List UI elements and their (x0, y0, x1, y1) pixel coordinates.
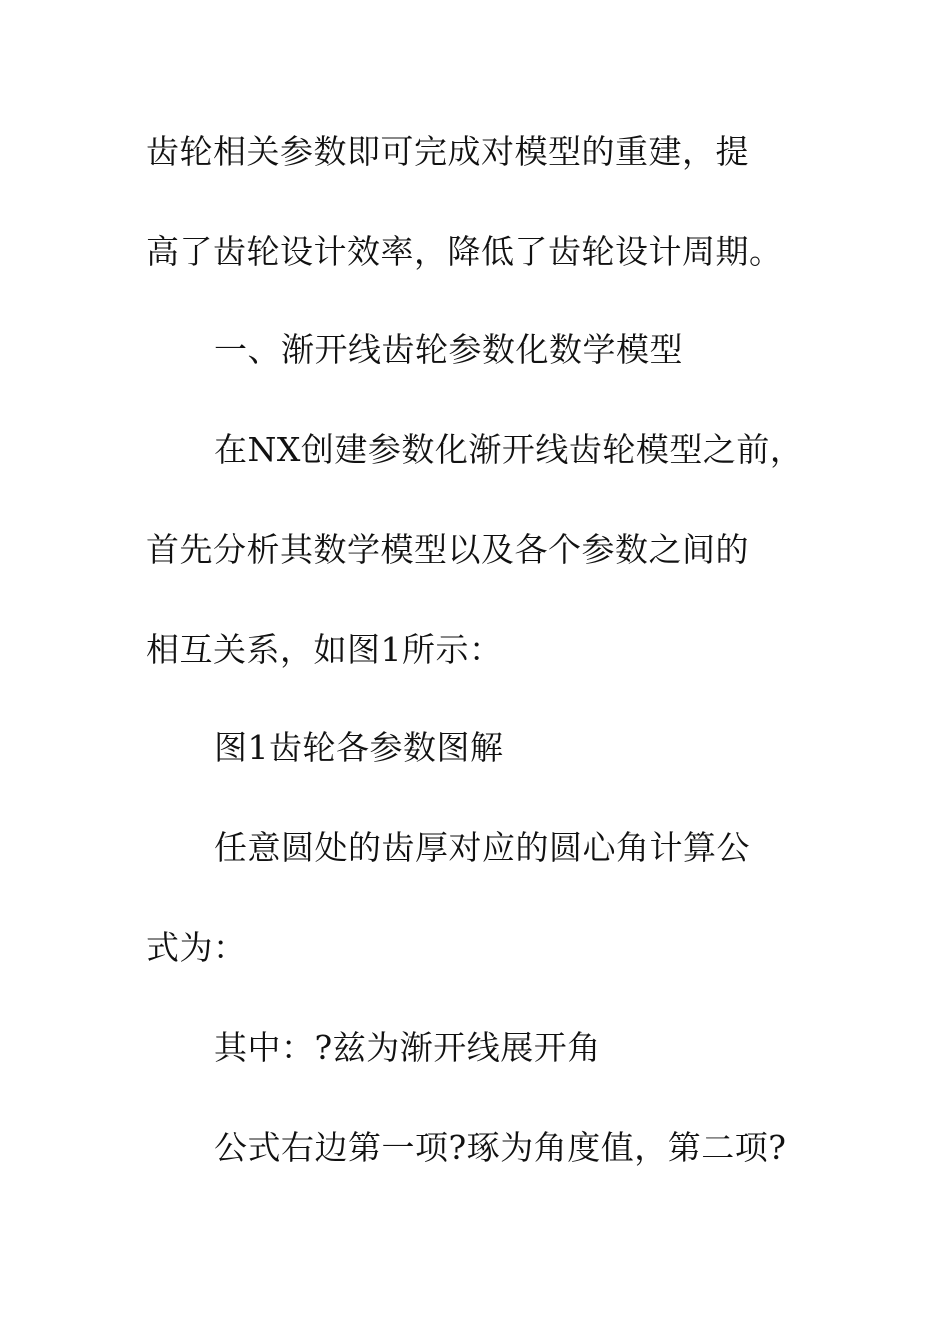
paragraph-line-9: 公式右边第一项?琢为角度值，第二项? (214, 1128, 787, 1167)
paragraph-line-3: 在NX创建参数化渐开线齿轮模型之前， (214, 430, 804, 469)
paragraph-line-4: 首先分析其数学模型以及各个参数之间的 (146, 530, 749, 569)
section-heading: 一、渐开线齿轮参数化数学模型 (214, 330, 683, 369)
paragraph-line-6: 任意圆处的齿厚对应的圆心角计算公 (214, 828, 750, 867)
paragraph-line-8: 其中：?兹为渐开线展开角 (214, 1028, 601, 1067)
paragraph-line-2: 高了齿轮设计效率，降低了齿轮设计周期。 (146, 232, 783, 271)
paragraph-line-1: 齿轮相关参数即可完成对模型的重建，提 (146, 132, 749, 171)
paragraph-line-7: 式为： (146, 928, 247, 967)
paragraph-line-5: 相互关系，如图1所示： (146, 630, 503, 669)
figure-caption: 图1齿轮各参数图解 (214, 728, 504, 767)
